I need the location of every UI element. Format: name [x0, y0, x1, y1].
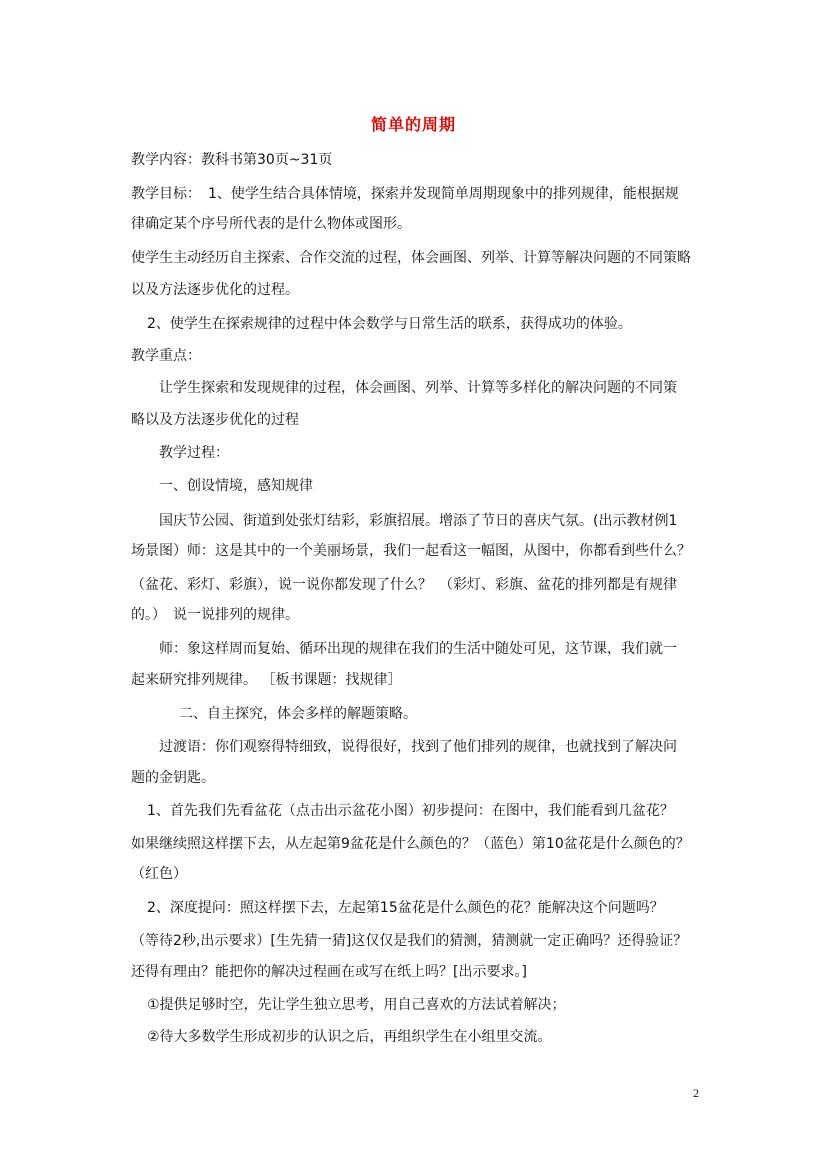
text-line: 场景图）师：这是其中的一个美丽场景，我们一起看这一幅图，从图中，你都看到些什么？ — [131, 543, 691, 559]
text-line: 教学目标： 1、使学生结合具体情境，探索并发现简单周期现象中的排列规律，能根据规 — [131, 186, 679, 202]
text-line: 起来研究排列规律。 ［板书课题：找规律］ — [131, 672, 402, 688]
text-line: 2、深度提问：照这样摆下去，左起第15盆花是什么颜色的花？能解决这个问题吗？ — [147, 900, 664, 916]
text-line: 使学生主动经历自主探索、合作交流的过程，体会画图、列举、计算等解决问题的不同策略 — [131, 250, 691, 266]
text-line: （等待2秒,出示要求）[生先猜一猜]这仅仅是我们的猜测，猜测就一定正确吗？还得验证？ — [131, 933, 688, 949]
document-title: 简单的周期 — [370, 115, 456, 134]
text-line: 的。） 说一说排列的规律。 — [131, 607, 299, 623]
text-line: 国庆节公园、街道到处张灯结彩，彩旗招展。增添了节日的喜庆气氛。(出示教材例1 — [159, 513, 678, 529]
text-line: 师：象这样周而复始、循环出现的规律在我们的生活中随处可见，这节课，我们就一 — [159, 641, 677, 657]
text-line: 略以及方法逐步优化的过程 — [131, 412, 299, 428]
text-line: 以及方法逐步优化的过程。 — [131, 282, 299, 298]
text-line: 如果继续照这样摆下去，从左起第9盆花是什么颜色的？（蓝色）第10盆花是什么颜色的？ — [131, 836, 690, 852]
text-line: 一、创设情境，感知规律 — [159, 478, 313, 494]
text-line: ②待大多数学生形成初步的认识之后，再组织学生在小组里交流。 — [147, 1029, 552, 1045]
text-line: ①提供足够时空，先让学生独立思考，用自己喜欢的方法试着解决； — [147, 997, 566, 1013]
text-line: 1、首先我们先看盆花（点击出示盆花小图）初步提问：在图中，我们能看到几盆花？ — [147, 803, 674, 819]
text-line: 题的金钥匙。 — [131, 770, 215, 786]
page-number: 2 — [693, 1086, 699, 1100]
text-line: （红色） — [131, 866, 187, 882]
text-line: （盆花、彩灯、彩旗），说一说你都发现了什么？ （彩灯、彩旗、盆花的排列都是有规律 — [131, 577, 677, 593]
text-line: 让学生探索和发现规律的过程，体会画图、列举、计算等多样化的解决问题的不同策 — [159, 380, 677, 396]
text-line: 2、使学生在探索规律的过程中体会数学与日常生活的联系，获得成功的体验。 — [147, 316, 632, 332]
text-line: 教学重点： — [131, 348, 201, 364]
text-line: 教学内容：教科书第30页~31页 — [131, 152, 333, 168]
text-line: 过渡语：你们观察得特细致，说得很好，找到了他们排列的规律，也就找到了解决问 — [159, 739, 677, 755]
text-line: 还得有理由？能把你的解决过程画在或写在纸上吗？[出示要求。] — [131, 964, 527, 980]
text-line: 二、自主探究，体会多样的解题策略。 — [179, 706, 417, 722]
text-line: 律确定某个序号所代表的是什么物体或图形。 — [131, 216, 411, 232]
text-line: 教学过程： — [159, 445, 229, 461]
